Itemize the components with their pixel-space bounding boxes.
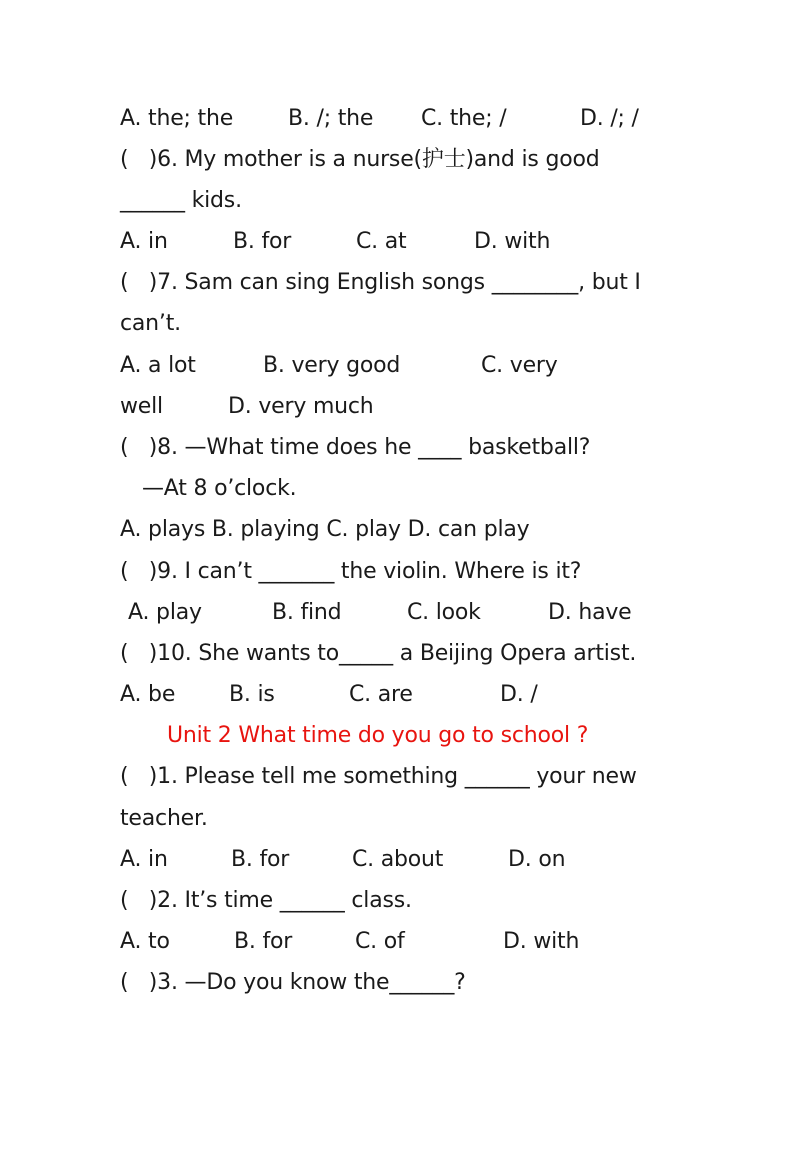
- question-text: ______ kids.: [120, 188, 242, 213]
- question-7: [0, 262, 641, 303]
- option-d: D. very much: [228, 394, 374, 419]
- option-c: C. at: [356, 229, 407, 254]
- options-line-q9: [0, 592, 632, 633]
- question-text: ( )1. Please tell me something ______ your new: [120, 764, 637, 789]
- question-text: —At 8 o’clock.: [142, 476, 297, 501]
- option-c: C. look: [407, 600, 481, 625]
- option-d: D. have: [548, 600, 632, 625]
- question-text: ( )3. —Do you know the______?: [120, 970, 466, 995]
- question-u2-1-continued: [0, 798, 208, 839]
- question-8-answer: [0, 468, 297, 509]
- unit-heading: [0, 715, 589, 756]
- question-9: [0, 551, 582, 592]
- question-text: ( )6. My mother is a nurse(护士)and is good: [120, 147, 600, 172]
- question-text: ( )10. She wants to_____ a Beijing Opera artist.: [120, 641, 637, 666]
- options-line-q8: [0, 509, 530, 550]
- question-text: ( )9. I can’t _______ the violin. Where is it?: [120, 559, 582, 584]
- option-d: D. with: [474, 229, 551, 254]
- option-b: B. is: [229, 682, 275, 707]
- option-c: C. the; /: [421, 106, 507, 131]
- option-b: B. for: [234, 929, 293, 954]
- option-c: C. of: [355, 929, 405, 954]
- option-c-continued: well: [120, 394, 163, 419]
- question-6-continued: [0, 180, 242, 221]
- question-text: ( )7. Sam can sing English songs ________, but I: [120, 270, 641, 295]
- option-a: A. to: [120, 929, 170, 954]
- option-c: C. very: [481, 353, 558, 378]
- question-text: teacher.: [120, 806, 208, 831]
- question-u2-3: [0, 962, 466, 1003]
- option-d: D. with: [503, 929, 580, 954]
- unit-title: Unit 2 What time do you go to school ?: [167, 723, 589, 748]
- option-a: A. a lot: [120, 353, 196, 378]
- options-line-q7-continued: [0, 386, 374, 427]
- option-b: B. very good: [263, 353, 401, 378]
- option-c: C. about: [352, 847, 444, 872]
- option-d: D. /: [500, 682, 538, 707]
- question-text: ( )2. It’s time ______ class.: [120, 888, 412, 913]
- question-6: [0, 139, 600, 180]
- option-a: A. be: [120, 682, 176, 707]
- option-b: B. /; the: [288, 106, 374, 131]
- options-line-u2-q1: [0, 839, 566, 880]
- options-line-q6: [0, 221, 551, 262]
- option-c: C. are: [349, 682, 413, 707]
- question-7-continued: [0, 303, 181, 344]
- question-8: [0, 427, 591, 468]
- option-a: A. the; the: [120, 106, 234, 131]
- question-10: [0, 633, 637, 674]
- option-b: B. for: [233, 229, 292, 254]
- option-a: A. in: [120, 229, 168, 254]
- option-a: A. play: [128, 600, 202, 625]
- options-line-u2-q2: [0, 921, 580, 962]
- options-line-q5: [0, 98, 639, 139]
- option-a: A. in: [120, 847, 168, 872]
- question-text: ( )8. —What time does he ____ basketball?: [120, 435, 591, 460]
- question-u2-2: [0, 880, 412, 921]
- option-b: B. find: [272, 600, 342, 625]
- option-d: D. /; /: [580, 106, 639, 131]
- question-text: can’t.: [120, 311, 181, 336]
- options-text: A. plays B. playing C. play D. can play: [120, 517, 530, 542]
- question-u2-1: [0, 756, 637, 797]
- options-line-q7: [0, 345, 558, 386]
- option-b: B. for: [231, 847, 290, 872]
- option-d: D. on: [508, 847, 566, 872]
- options-line-q10: [0, 674, 538, 715]
